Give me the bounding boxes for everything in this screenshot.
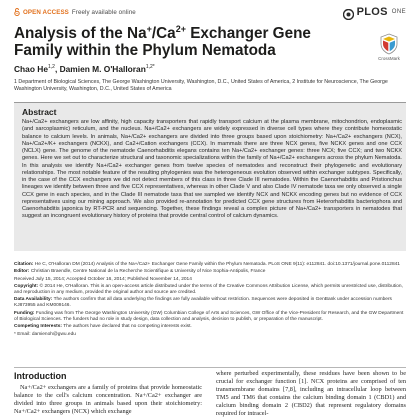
copyright: Copyright: © 2014 He, O'Halloran. This is an open-access article distributed under the terms of the Creative Commons Attribution License, which permits unrestricted use, distribution, and reproduction in any medium, provided the original author and source are credited. — [14, 284, 403, 296]
abstract-heading: Abstract — [22, 107, 57, 117]
article-title: Analysis of the $Na^+/Ca^{2+}$ Exchanger Gene Family within the Phylum Nematoda — [14, 23, 311, 59]
freely-available-label: Freely available online — [71, 8, 136, 16]
abstract-body: Na+/Ca2+ exchangers are low affinity, high capacity transporters that rapidly transport calcium at the plasma membrane, mitochondrion, endoplasmic (and sarcoplasmic) reticulum, and the nucleus. Na+/Ca2+ exchangers are widely expressed in diverse cell types where they contribute homeostatic balance to calcium levels. In animals, Na+/Ca2+ exchangers are divided into three groups based upon stoichiometry: Na+/Ca2+ exchangers (NCX), Na+/Ca2+/K+ exchangers (NCKX), and Ca2+/Cation exchangers (CCX). In mammals there are three NCX genes, five NCKX genes and one CCX (NCLX) gene. The genome of the nematode Caenorhabditis elegans contains ten Na+/Ca2+ exchanger genes: three NCX; five CCX; and two NCKX genes. Here we set out to characterize structural and taxonomic specializations within the family of Na+/Ca2+ exchangers across the phylum Nematoda. In this analysis we identify Na+/Ca2+ exchanger genes from twelve species of nematodes and reconstruct their phylogenetic and evolutionary relationships. The most notable feature of the resulting phylogenies was the heterogeneous evolution observed within exchanger subtypes. Specifically, in the case of the CCX exchangers we did not detect members of this class in three Clade III nematodes. Within the Caenorhabditis and Pristionchus lineages we identify between three and five CCX representatives, whereas in other Clade V and also Clade IV nematode taxa we only observed a single CCX gene in each species, and in the Clade III nematode taxa that we sampled we identify NCX and NCKX encoding genes but no evidence of CCX representatives using our mining approach. We also provided re-annotation for predicted CCX gene structures from Heterorhabditis bacteriophora and Caenorhabditis japonica by RT-PCR and sequencing. Together, these findings reveal a complex picture of Na+/Ca2+ transporters in nematodes that suggest an incongruent evolutionary history of proteins that provide central control of calcium dynamics. — [22, 119, 402, 220]
plos-brand: PLOS — [356, 6, 388, 18]
crossmark-label: CrossMark — [378, 56, 400, 61]
citation: Citation: He C, O'Halloran DM (2014) Analysis of the Na+/Ca2+ Exchanger Gene Family within the Phylum Nematoda. PLoS ONE 9(11): e112841. doi:10.1371/journal.pone.0112841 — [14, 262, 400, 267]
editor: Editor: Christian Braendle, Centre National de la Recherche Scientifique & University of Nice Sophia-Antipolis, France — [14, 269, 266, 275]
affiliation-line: 1 Department of Biological Sciences, The George Washington University, Washington, D.C., United States of America, 2 Institute for Neuroscience, The George Washington University, Washington, D.C., United States of America — [14, 79, 388, 92]
funding: Funding: Funding was from The George Washington University (GW) Columbian College of Arts and Sciences, GW Office of the Vice-President for Research, and the GW Department of Biological Sciences. The funders had no role in study design, data collection and analysis, decision to publish, or preparation of the manuscript. — [14, 310, 404, 322]
plos-one-logo[interactable] — [343, 6, 406, 18]
corresponding-email[interactable]: * Email: damienoh@gwu.edu — [14, 331, 76, 337]
publication-dates: Received July 15, 2014; Accepted October 16, 2014; Published November 14, 2014 — [14, 276, 192, 282]
crossmark-icon — [379, 33, 399, 55]
journal-name: ONE — [391, 9, 406, 15]
journal-header — [14, 7, 406, 21]
article-metadata — [14, 262, 406, 339]
introduction-heading: Introduction — [14, 371, 67, 381]
plos-logo-icon — [343, 7, 354, 18]
introduction-right-column: where perturbed experimentally, these residues have been shown to be crucial for exchanger function [1]. NCX proteins are comprised of ten transmembrane domains [7,8], including an intracellular loop between TM5 and TM6 that contains the calcium binding domain 1 (CBD1) and calcium binding domain 2 (CBD2) that represent regulatory domains required for intracel- — [216, 370, 406, 418]
competing-interests: Competing Interests: The authors have declared that no competing interests exist. — [14, 324, 192, 330]
open-access-banner[interactable] — [14, 8, 136, 16]
author-name[interactable]: Chao He — [14, 64, 48, 74]
affiliations — [14, 79, 406, 93]
data-availability: Data Availability: The authors confirm that all data underlying the findings are fully available without restriction. Sequences were deposited in GenBank under accession numbers KJ873955 and KM009146. — [14, 297, 392, 309]
open-access-label: OPEN ACCESS — [23, 8, 69, 16]
abstract-section — [14, 102, 406, 251]
author-name[interactable]: Damien M. O'Halloran — [59, 64, 146, 74]
open-access-icon — [14, 8, 20, 16]
author-list: Chao He$^{1,2}$, Damien M. O'Halloran$^{1,2*}$ — [14, 64, 155, 74]
introduction-left-column: Na+/Ca2+ exchangers are a family of proteins that provide homeostatic balance to the cell's calcium concentration. Na+/Ca2+ exchanger are divided into three groups in animals based upon their stoichiometry: Na+/Ca2+ exchangers (NCX) which exchange — [14, 384, 202, 416]
section-divider — [14, 367, 406, 368]
crossmark-badge[interactable] — [371, 33, 407, 61]
